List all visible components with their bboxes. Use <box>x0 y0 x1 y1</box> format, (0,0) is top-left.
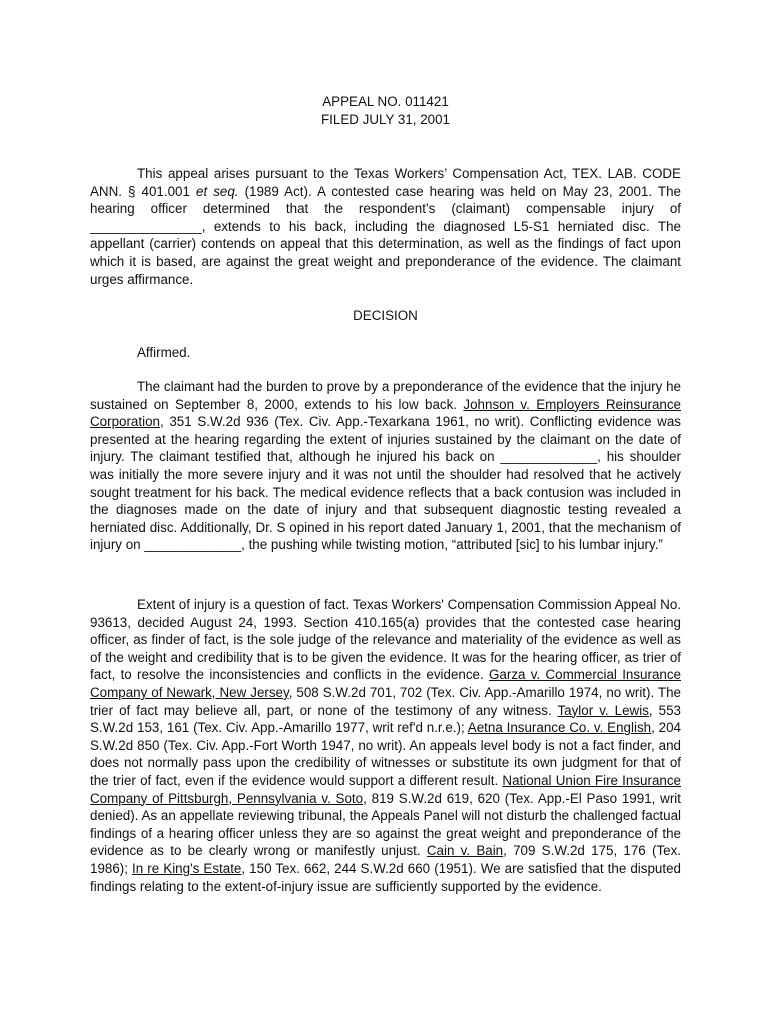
decision-heading: DECISION <box>353 308 418 323</box>
p2-text-b: , 351 S.W.2d 936 (Tex. Civ. App.-Texarkana 1961, no writ). Conflicting evidence was presented at the hearing regarding the extent of injuries sustained by the claimant on the date of injury. The claimant testified that, although he injured his back on _____________, his shoulder was initially the more severe injury and it was not until the shoulder had resolved that he actively sought treatment for his back. The medical evidence reflects that a back contusion was included in the diagnoses made on the date of injury and that subsequent diagnostic testing revealed a herniated disc. Additionally, Dr. S opined in his report dated January 1, 2001, that the mechanism of injury on _____________, the pushing while twisting motion, “attributed [sic] to his lumbar injury.” <box>90 414 681 553</box>
case-citation: Taylor v. Lewis <box>557 702 649 718</box>
p2-text-a: The claimant had the burden to prove by a preponderance of the evidence that the injury he sustained on September 8, 2000, extends to his low back. <box>90 379 681 412</box>
intro-paragraph <box>90 165 681 288</box>
p3-text-d: , 204 S.W.2d 850 (Tex. Civ. App.-Fort Worth 1947, no writ). An appeals level body is not a fact finder, and does not normally pass upon the credibility of witnesses or substitute its own judgment for that of the trier of fact, even if the evidence would support a different result. <box>90 720 682 788</box>
case-citation: Johnson v. Employers Reinsurance Corporation <box>90 396 682 430</box>
p3-text-c: , 553 S.W.2d 153, 161 (Tex. Civ. App.-Amarillo 1977, writ ref'd n.r.e.); <box>90 702 681 736</box>
p3-text-f: , 709 S.W.2d 175, 176 (Tex. 1986); <box>90 843 682 876</box>
et-seq-italic: et seq. <box>196 183 239 199</box>
case-citation: In re King's Estate <box>132 860 242 876</box>
p3-text-e: , 819 S.W.2d 619, 620 (Tex. App.-El Paso 1991, writ denied). As an appellate reviewing tribunal, the Appeals Panel will not disturb the challenged factual findings of a hearing officer unless they are so against the great weight and preponderance of the evidence as to be clearly wrong or manifestly unjust. <box>90 790 681 859</box>
case-citation: Cain v. Bain <box>426 843 504 859</box>
filed-date: FILED JULY 31, 2001 <box>320 112 451 127</box>
intro-text-b: (1989 Act). A contested case hearing was held on May 23, 2001. The hearing officer determined that the respondent’s (claimant) compensable injury of _______________, extends to his back, including the diagnosed L5-S1 herniated disc. The appellant (carrier) contends on appeal that this determination, as well as the findings of fact upon which it is based, are against the great weight and preponderance of the evidence. The claimant urges affirmance. <box>90 183 681 287</box>
affirmed-text: Affirmed. <box>137 345 191 360</box>
intro-text-a: This appeal arises pursuant to the Texas Workers’ Compensation Act, TEX. LAB. CODE ANN. § 401.001 <box>90 166 681 199</box>
burden-paragraph <box>90 378 681 554</box>
case-citation: Garza v. Commercial Insurance Company of Newark, New Jersey <box>90 667 681 700</box>
p3-text-a: Extent of injury is a question of fact. Texas Workers' Compensation Commission Appeal No. 93613, decided August 24, 1993. Section 410.165(a) provides that the contested case hearing officer, as finder of fact, is the sole judge of the relevance and materiality of the evidence as well as of the weight and credibility that is to be given the evidence. It was for the hearing officer, as trier of fact, to resolve the inconsistencies and conflicts in the evidence. <box>90 597 681 683</box>
appeal-number: APPEAL NO. 011421 <box>322 94 449 109</box>
p3-text-b: , 508 S.W.2d 701, 702 (Tex. Civ. App.-Amarillo 1974, no writ). The trier of fact may believe all, part, or none of the testimony of any witness. <box>90 684 682 718</box>
extent-paragraph <box>90 596 681 895</box>
case-citation: Aetna Insurance Co. v. English <box>467 720 652 736</box>
p3-text-g: , 150 Tex. 662, 244 S.W.2d 660 (1951). We are satisfied that the disputed findings relating to the extent-of-injury issue are sufficiently supported by the evidence. <box>90 860 681 894</box>
case-citation: National Union Fire Insurance Company of Pittsburgh, Pennsylvania v. Soto <box>90 772 681 806</box>
